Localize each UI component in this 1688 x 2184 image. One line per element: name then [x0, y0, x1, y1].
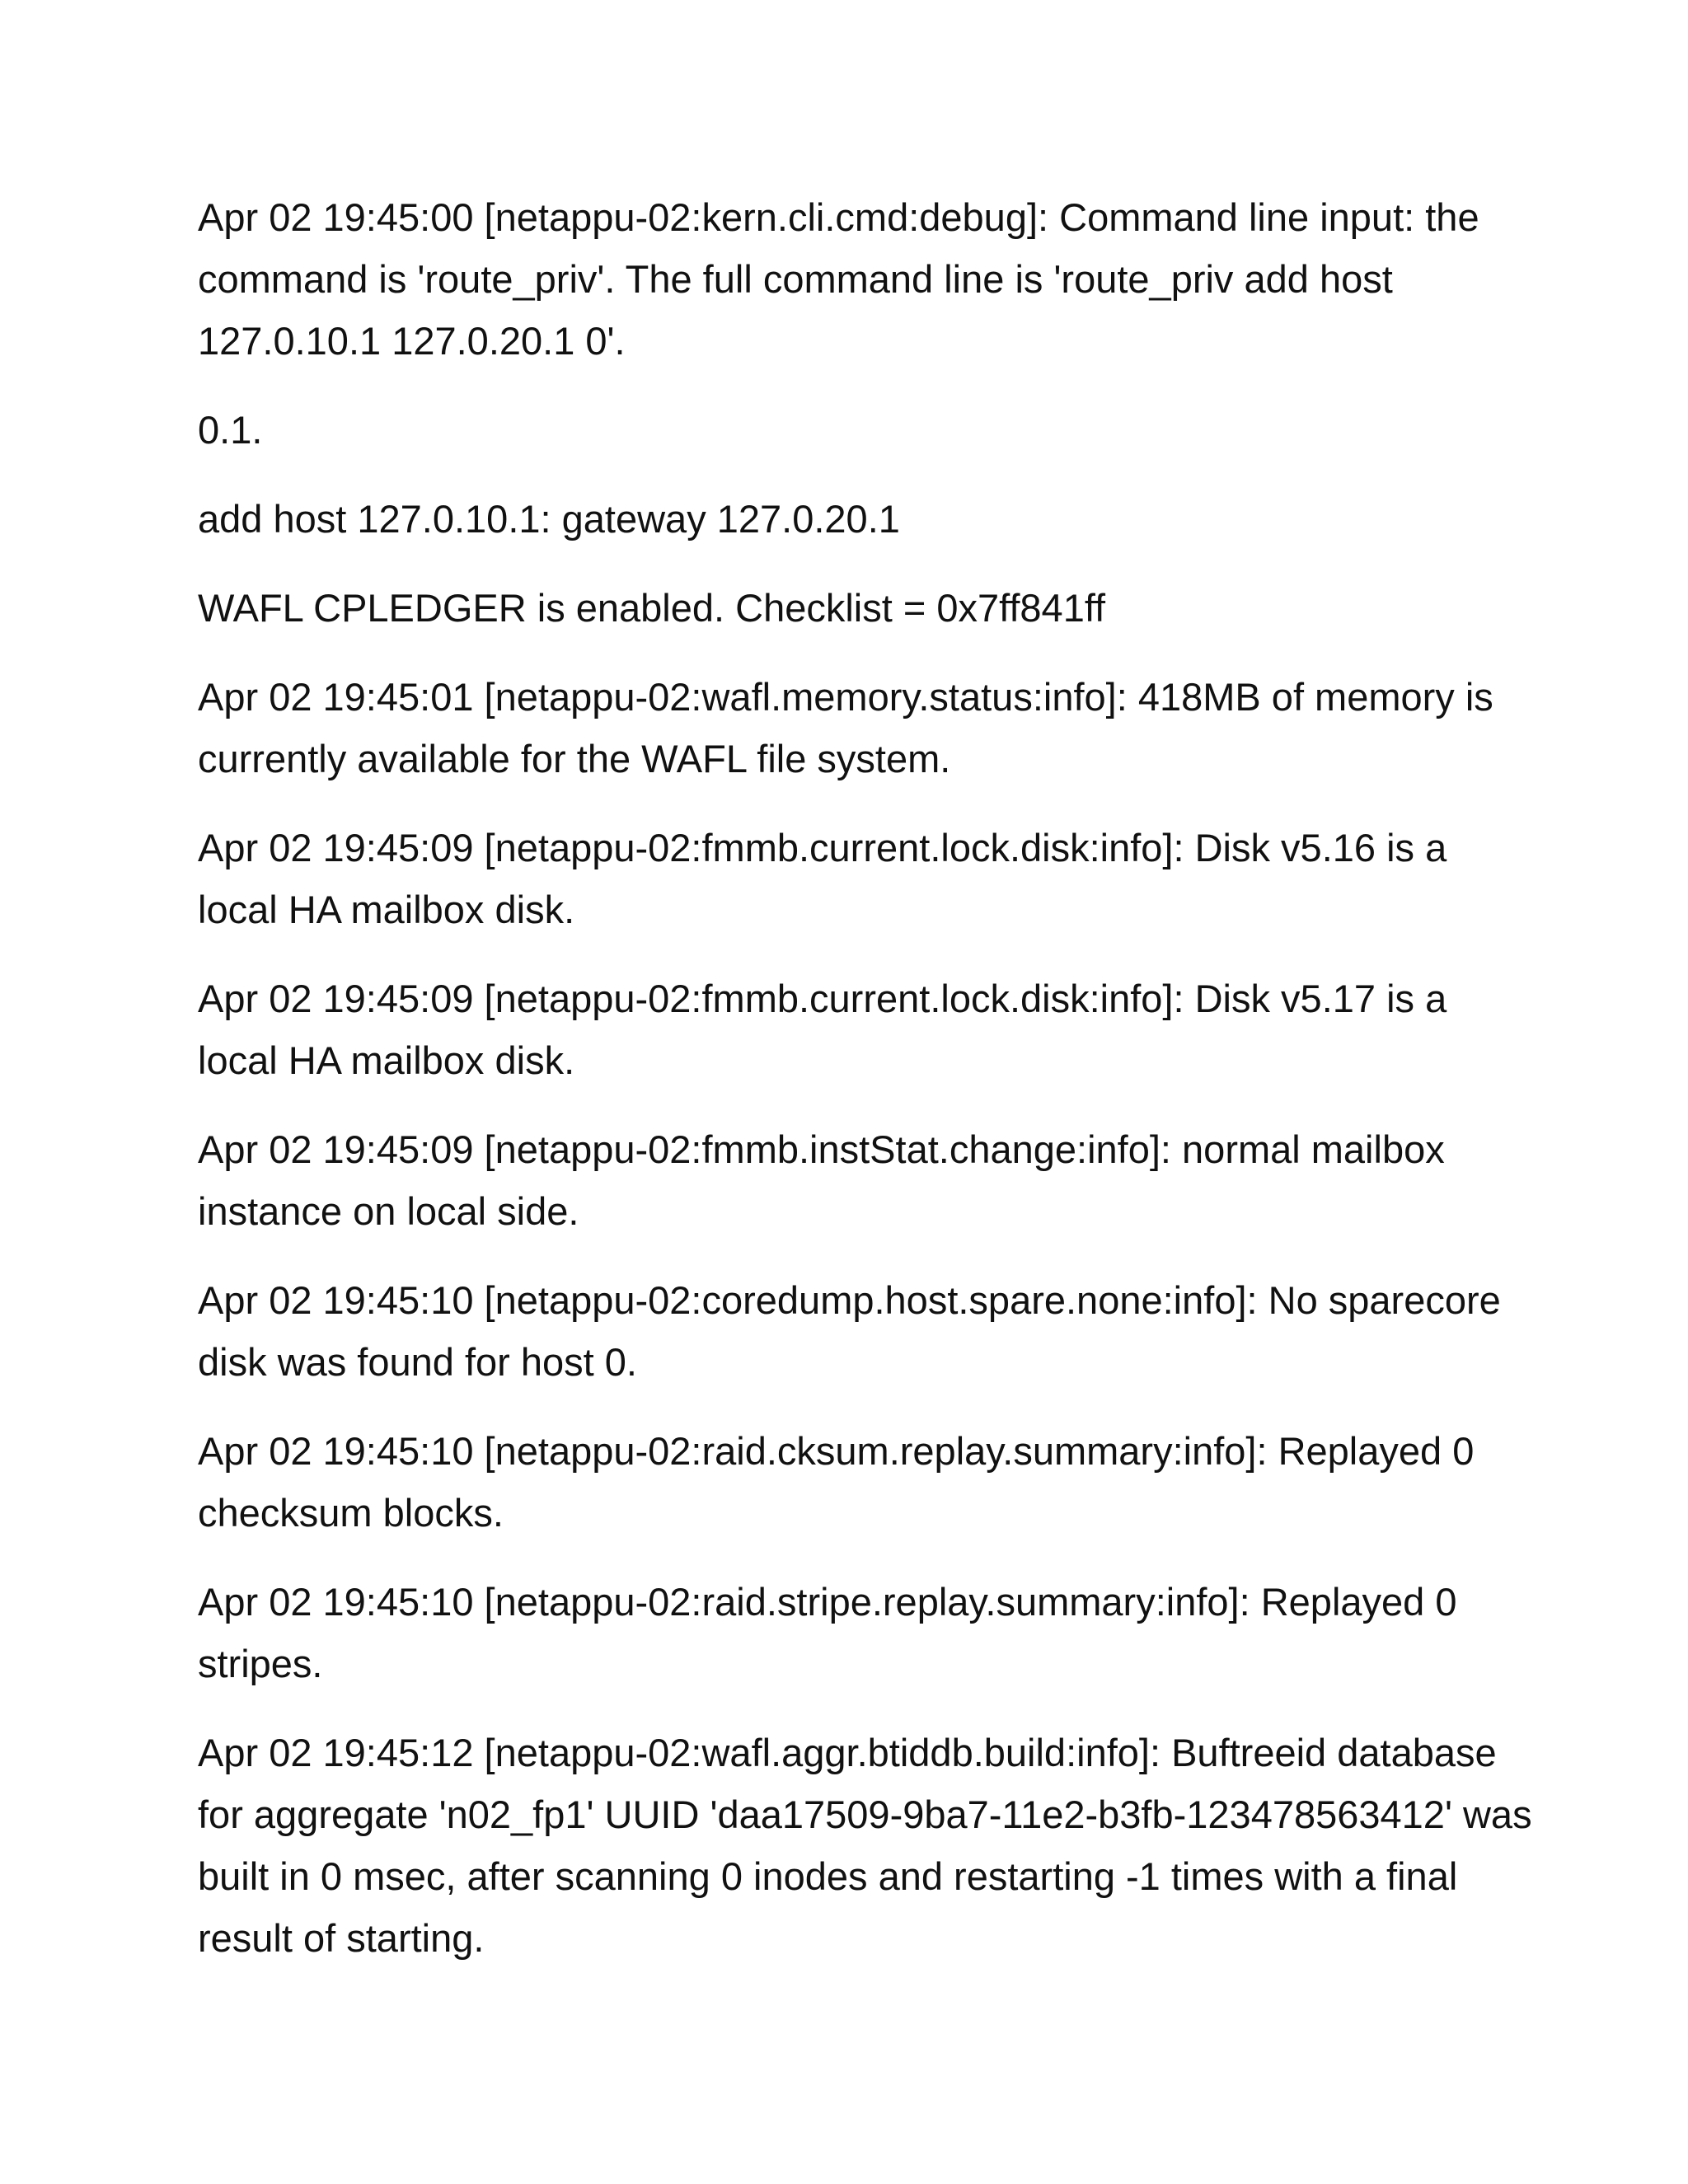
log-entry-1: Apr 02 19:45:00 [netappu-02:kern.cli.cmd:debug]: Command line input: the command is 'route_priv'. The full command line is 'route_priv add host 127.0.10.1 127.0.20.1 0'.: [198, 195, 1479, 363]
log-entry-5: Apr 02 19:45:01 [netappu-02:wafl.memory.status:info]: 418MB of memory is currently available for the WAFL file system.: [198, 675, 1493, 780]
log-document: [198, 186, 1533, 1996]
log-entry-10: Apr 02 19:45:10 [netappu-02:raid.cksum.replay.summary:info]: Replayed 0 checksum blocks.: [198, 1429, 1475, 1535]
log-entry-9: Apr 02 19:45:10 [netappu-02:coredump.host.spare.none:info]: No sparecore disk was found for host 0.: [198, 1278, 1501, 1384]
log-entry-11: Apr 02 19:45:10 [netappu-02:raid.stripe.replay.summary:info]: Replayed 0 stripes.: [198, 1580, 1457, 1685]
log-entry-2: 0.1.: [198, 408, 263, 452]
log-entry-4: WAFL CPLEDGER is enabled. Checklist = 0x7ff841ff: [198, 586, 1106, 630]
log-entry-12: Apr 02 19:45:12 [netappu-02:wafl.aggr.btiddb.build:info]: Buftreeid database for aggregate 'n02_fp1' UUID 'daa17509-9ba7-11e2-b3fb-123478563412' was built in 0 msec, after scanning 0 inodes and restarting -1 times with a final result of starting.: [198, 1731, 1532, 1960]
log-entry-8: Apr 02 19:45:09 [netappu-02:fmmb.instStat.change:info]: normal mailbox instance on local side.: [198, 1127, 1445, 1233]
log-entry-7: Apr 02 19:45:09 [netappu-02:fmmb.current.lock.disk:info]: Disk v5.17 is a local HA mailbox disk.: [198, 977, 1447, 1082]
log-entry-6: Apr 02 19:45:09 [netappu-02:fmmb.current.lock.disk:info]: Disk v5.16 is a local HA mailbox disk.: [198, 826, 1447, 931]
log-entry-3: add host 127.0.10.1: gateway 127.0.20.1: [198, 497, 900, 541]
